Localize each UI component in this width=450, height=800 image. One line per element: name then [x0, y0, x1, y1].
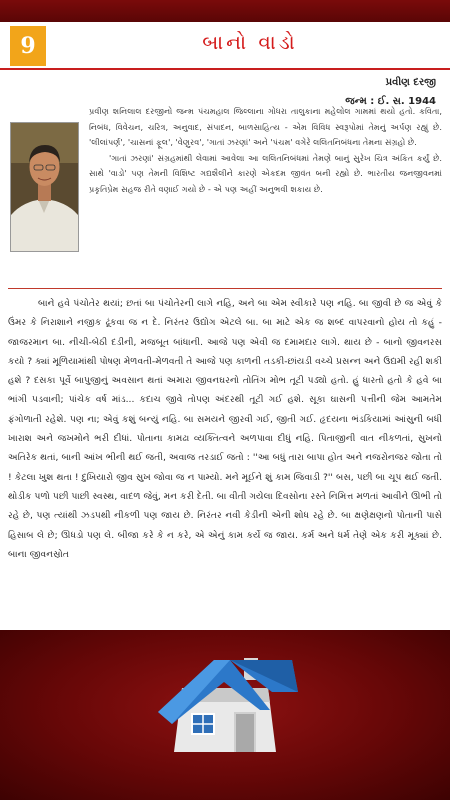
section-divider [8, 288, 442, 289]
essay-body [8, 294, 442, 564]
author-photo [10, 122, 79, 252]
author-birth: જન્મ : ઈ. સ. 1944 [345, 96, 436, 107]
bio-paragraph: પ્રવીણ શનિલાલ દરજીનો જન્મ પંચમહાલ જિલ્લાના ગોધરા તાલુકાના મહેલોલ ગામમાં થયો હતો. કવિતા, નિબંધ, વિવેચન, ચરિત્ર, અનુવાદ, સંપાદન, બાળસાહિત્ય - એમ વિવિધ સ્વરૂપોમાં તેમનું અર્પણ રહ્યું છે. 'લીલાંપર્ણ', 'ચાસનાં ફૂલ', 'વેણુરવ', 'ગાતાં ઝરણાં' અને 'પંચમ' વગેરે લલિતનિબંધના તેમના સંગ્રહો છે. [89, 106, 442, 148]
house-icon[interactable] [152, 652, 298, 766]
author-name: પ્રવીણ દરજી [385, 77, 436, 88]
bio-paragraph: 'ગાતાં ઝરણાં' સંગ્રહમાંથી લેવામાં આવેલા આ લલિતનિબંધમાં તેમણે બાનું સુરેખ ચિત્ર અંકિત કર્યું છે. સાથે 'વાડો' પણ તેમની વિશિષ્ટ ગદ્યશૈલીને કારણે એકદમ જીવંત બની રહ્યો છે. ભારતીય જનજીવનમાં પ્રકૃતિપ્રેમ સહજ રીતે વણાઈ ગયો છે - એ પણ અહીં અનુભવી શકાય છે. [89, 152, 442, 194]
chapter-header [0, 22, 450, 70]
footer-banner [0, 630, 450, 800]
chapter-number-badge: 9 [10, 26, 46, 66]
chapter-title: બાનો વાડો [202, 30, 298, 54]
author-bio [89, 104, 442, 198]
chapter-content[interactable] [0, 70, 450, 630]
top-bar [0, 0, 450, 22]
essay-paragraph: બાને હવે પંચોતેર થયાં; છતાં બા પંચોતેરની લાગે નહિ, અને બા એમ સ્વીકારે પણ નહિ. બા જીવી છે જ એવું કે ઉંમર કે નિરાશાને નજીક ઢૂંકવા જ ન દે. નિરંતર ઉદ્યોગ એટલે બા. બા માટે એક જ શબ્દ વાપરવાનો હોય તો કહું - જાજરમાન બા. નીચી-બેઠી દડીની, મજબૂત બાંધાની. આજે પણ એવી જ દમામદાર લાગે. થાય છે - બાનો જીવનરસ કયો ? ક્યાં મૂળિયામાંથી પોષણ મેળવતી-મેળવતી તે આજે પણ કાળની તડકી-છાંયડી વચ્ચે પ્રસન્ન અને ઉદ્યમી રહી શકી હશે ? દસકા પૂર્વે બાપુજીનું અવસાન થતાં અમારા જીવનઘરનો તોતિંગ મોભ તૂટી પડ્યો હતો. હું ધારતો હતો કે હવે બા ભાંગી પડવાની; પાંચેક વર્ષ માંડ... કદાચ જીવે તોપણ અંદરથી તૂટી ગઈ હશે. સૂકા ઘાસની પત્તીની જેમ આમતેમ ફંગોળાતી રહેશે. પણ ના; એવું કશું બન્યું નહિ. બા સમયને જીરવી ગઈ, જીતી ગઈ. હૃદયના ભંડકિયામાં આંસુની બધી ખારાશ અને જખમોને ભરી દીધાં. પોતાના કામઢા વ્યક્તિત્વને અળપાવા દીધું નહિ. પિતાજીની વાત નીકળતાં, સુખનો અતિરેક થતાં, બાની આંખ ભીની થઈ જતી, અવાજ તરડાઈ જતો : ''આ બધું તારા બાપા હોત અને નજરોનજર જોતા તો ! કેટલા ખુશ થતા ! દુખિયારો જીવ સુખ જોવા જ ન પામ્યો. મને મૂઈને શું કામ જિવાડી ?'' બસ, પછી બા ચૂપ થઈ જતી. થોડીક પળો પછી પાછી સ્વસ્થ, વાદળ જેવું, મન કરી દેતી. બા વીતી ગયેલા દિવસોના રસ્તે નિમિત્ત મળતાં આવીને ઊભી તો રહે છે, પણ ત્યાંથી ઝડપથી નીકળી પણ જાય છે. નિરંતર નવી કેડીની એની શોધ રહે છે. બા ક્ષણેક્ષણનો પોતાની પાસે હિસાબ લે છે; ઊધડો પણ લે. બીજા કરે કે ન કરે, એ એનું કામ કર્યે જ જાય. કર્મ અને ધર્મ તેણે એક કરી મૂક્યાં છે. બાના જીવનસ્રોત [8, 298, 442, 560]
